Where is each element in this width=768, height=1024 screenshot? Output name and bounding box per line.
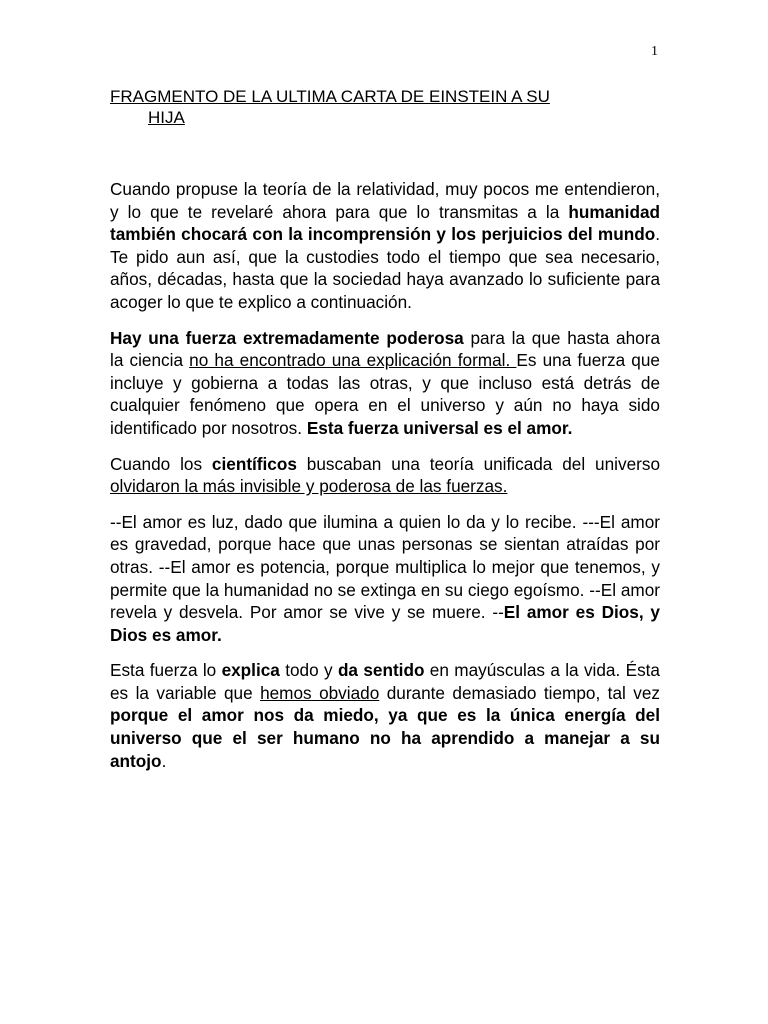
paragraph [110,327,660,440]
bold-text: Hay una fuerza extremadamente poderosa [110,327,464,348]
underlined-text: olvidaron la más invisible y poderosa de las fuerzas. [110,476,508,497]
text-run: todo y [279,660,338,681]
bold-text: da sentido [337,660,425,681]
text-run: buscaban una teoría unificada del universo [296,453,660,474]
title-line-2: HIJA [148,108,185,127]
text-run: Cuando los [110,453,212,474]
bold-text: humanidad también chocará con la incomprensión y los perjuicios del mundo [110,201,660,245]
text-run: durante demasiado tiempo, tal vez [379,682,660,703]
bold-text: explica [221,660,280,681]
bold-text: porque el amor nos da miedo, ya que es la única energía del universo que el ser humano no ha aprendido a manejar a su antojo [110,705,660,771]
text-run: . [161,750,167,771]
bold-text: Esta fuerza universal es el amor. [306,417,573,438]
text-run: en mayúsculas a la vida. Ésta es la variable que [110,660,660,703]
paragraph [110,511,660,647]
paragraph [110,659,660,772]
letter-body [110,178,660,785]
paragraph [110,453,660,498]
page-number: 1 [651,44,658,59]
underlined-text: hemos obviado [260,682,380,703]
paragraph [110,178,660,314]
underlined-text: no ha encontrado una explicación formal. [189,350,517,371]
title-line-1: FRAGMENTO DE LA ULTIMA CARTA DE EINSTEIN A SU [110,87,550,106]
text-run: Es una fuerza que incluye y gobierna a todas las otras, y que incluso está detrás de cualquier fenómeno que opera en el universo y aún no haya sido identificado por nosotros. [110,350,660,438]
document-title [110,86,650,128]
bold-text: científicos [211,453,297,474]
text-run: Cuando propuse la teoría de la relatividad, muy pocos me entendieron, y lo que te revelaré ahora para que lo transmitas a la [110,179,660,222]
text-run: para la que hasta ahora la ciencia [110,327,660,371]
text-run: Esta fuerza lo [110,660,222,681]
text-run: . Te pido aun así, que la custodies todo el tiempo que sea necesario, años, décadas, hasta que la sociedad haya avanzado lo suficiente para acoger lo que te explico a continuación. [110,224,660,312]
bold-text: El amor es Dios, y Dios es amor. [110,602,660,645]
text-run: --El amor es luz, dado que ilumina a quien lo da y lo recibe. ---El amor es gravedad, porque hace que unas personas se sientan atraídas por otras. --El amor es potencia, porque multiplica lo mejor que tenemos, y permite que la humanidad no se extinga en su ciego egoísmo. --El amor revela y desvela. Por amor se vive y se muere. -- [110,511,660,623]
